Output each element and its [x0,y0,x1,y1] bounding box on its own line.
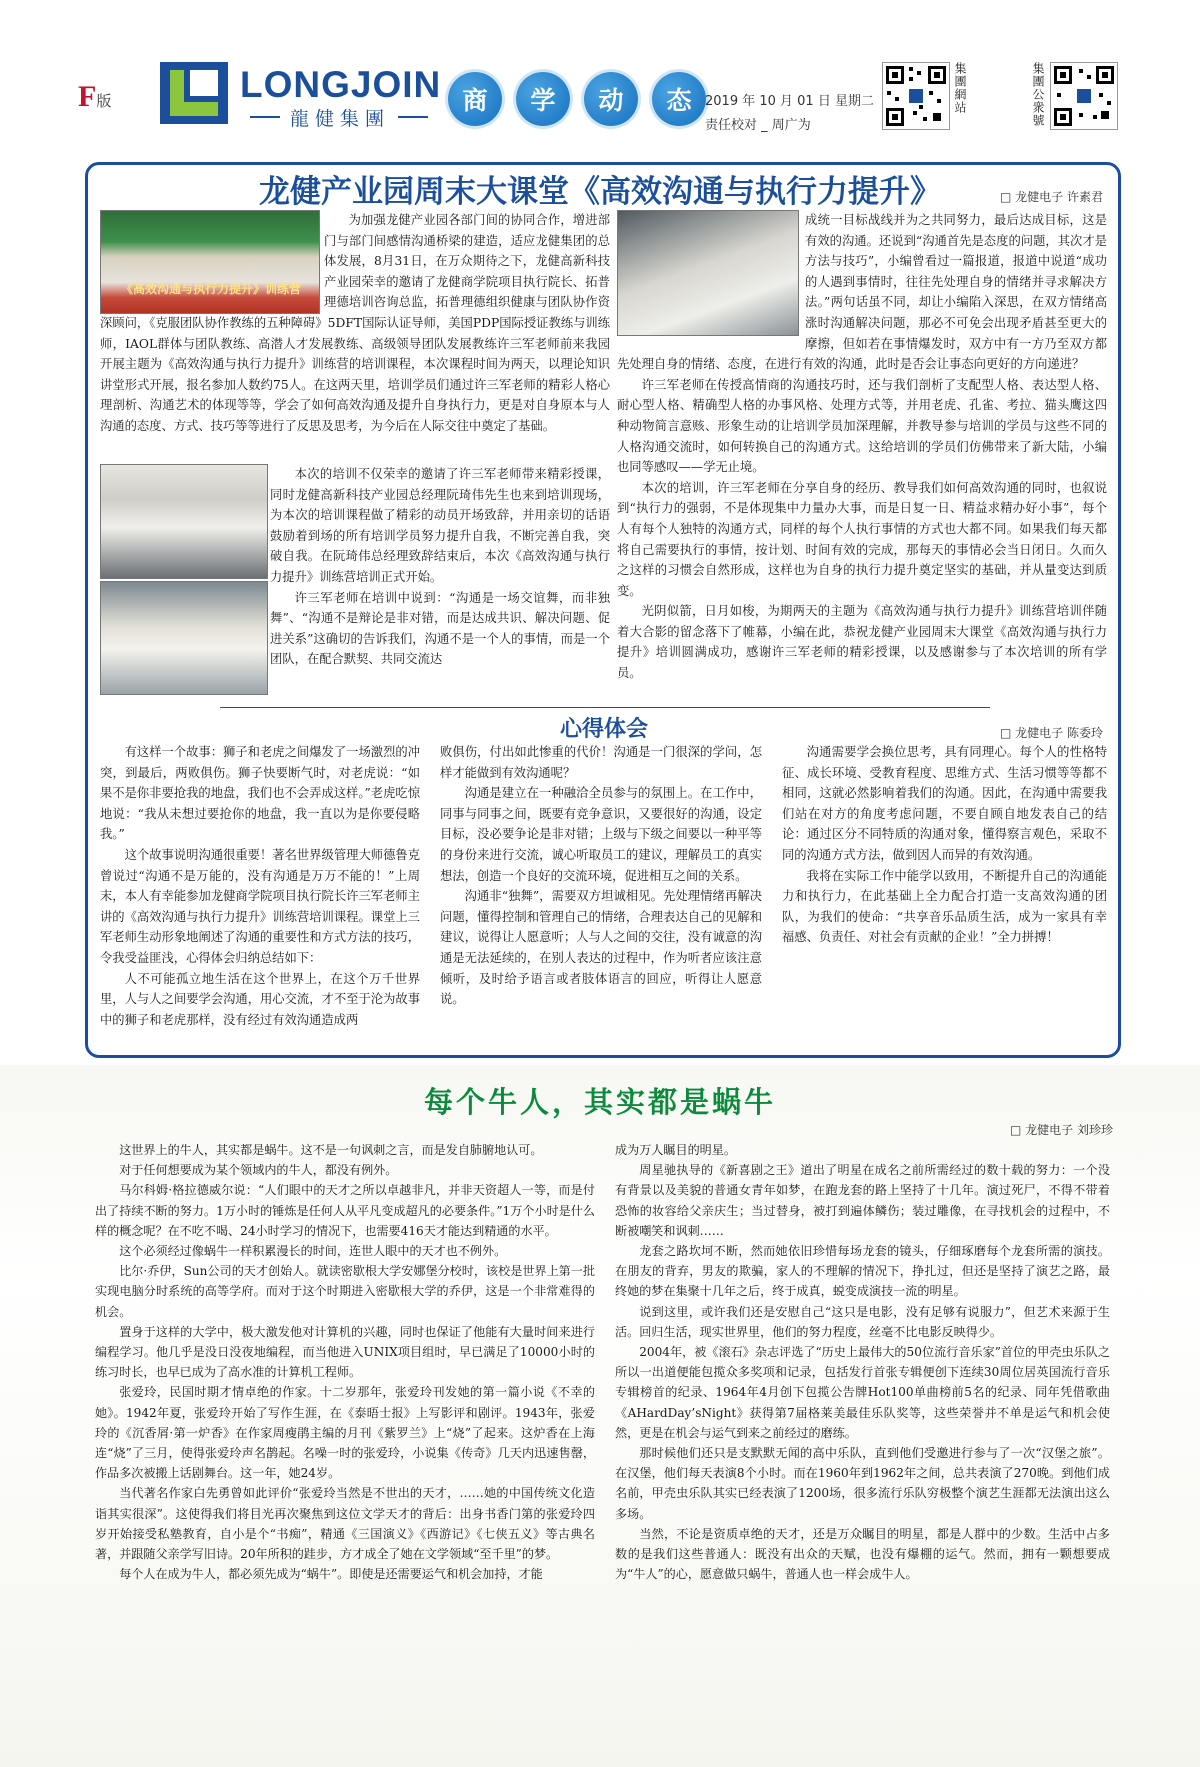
paragraph: 许三军老师在培训中说到：“沟通是一场交谊舞，而非独舞”、“沟通不是辩论是非对错，而是达成共识、解决问题、促进关系”这确切的告诉我们，沟通不是一个人的事情，而是一个团队，在配合默契、共同交流达 [270,590,610,667]
article1-byline: □ 龙健电子 许素君 [1000,190,1103,204]
paragraph: 当然，不论是资质卓绝的天才，还是万众瞩目的明星，都是人群中的少数。生活中占多数的是我们这些普通人：既没有出众的天赋，也没有爆棚的运气。然而，拥有一颗想要成为“牛人”的心，愿意做只蜗牛，普通人也一样会成牛人。 [615,1526,1110,1582]
brand-name-en: LONGJOIN [240,64,442,105]
article2-col1 [100,742,420,1042]
qr-label-wechat: 集團公衆號 [1031,62,1045,127]
paragraph: 我将在实际工作中能学以致用，不断提升自己的沟通能力和执行力，在此基础上全力配合打造一支高效沟通的团队，为我们的使命：“共享音乐品质生活，成为一家具有幸福感、负责任、对社会有贡献的企业！”全力拼搏！ [782,868,1107,945]
section-title [448,72,706,126]
paragraph: 成为万人瞩目的明星。 [615,1143,736,1157]
paragraph: 比尔·乔伊，Sun公司的天才创始人。就读密歇根大学安娜堡分校时，该校是世界上第一批实现电脑分时系统的高等学府。而对于这个时期进入密歇根大学的乔伊，这是一个非常难得的机会。 [95,1264,595,1319]
paragraph: 周星驰执导的《新喜剧之王》道出了明星在成名之前所需经过的数十载的努力：一个没有背景以及美貌的普通女青年如梦，在跑龙套的路上坚持了十几年。演过死尸，不得不带着恐怖的妆容给父亲庆生；当过替身，被打到遍体鳞伤；装过雕像，在寻找机会的过程中，不断被嘲笑和讽刺…… [615,1163,1110,1238]
page-letter: F版 [78,80,112,113]
paragraph: 那时候他们还只是支默默无闻的高中乐队，直到他们受邀进行参与了一次“汉堡之旅”。在汉堡，他们每天表演8个小时。而在1960年到1962年之间，总共表演了270晚。到他们成名前，甲壳虫乐队其实已经表演了1200场，很多流行乐队穷极整个演艺生涯都无法演出这么多场。 [615,1446,1110,1521]
article1-col-right [617,210,1107,698]
article3-title: 每个牛人，其实都是蜗牛 [423,1085,776,1119]
article3-col-right [615,1140,1110,1755]
paragraph: 沟通需要学会换位思考，具有同理心。每个人的性格特征、成长环境、受教育程度、思维方式、生活习惯等等都不相同，这就必然影响着我们的沟通。因此，在沟通中需要我们站在对方的角度考虑问题，不要自顾自地发表自己的结论：通过区分不同特质的沟通对象，懂得察言观色，采取不同的沟通方式方法，做到因人而异的有效沟通。 [782,745,1107,862]
brand-name-cn: 龍健集團 [290,108,391,130]
paragraph: 人不可能孤立地生活在这个世界上，在这个万千世界里，人与人之间要学会沟通，用心交流，才不至于沦为故事中的狮子和老虎那样，没有经过有效沟通造成两 [100,971,420,1027]
paragraph: 为加强龙健产业园各部门间的协同合作，增进部门与部门间感情沟通桥梁的建造，适应龙健集团的总体发展，8月31日，在万众期待之下，龙健高新科技产业园荣幸的邀请了龙健商学院项目执行院长、拓普理德培训咨询总监，拓普理德组织健康与团队协作资深顾问，《克服团队协作教练的五种障碍》5DFT国际认证导师，美国PDP国际授证教练与训练师，IAOL群体与团队教练、高潜人才发展教练、高级领导团队发展教练许三军老师前来我园开展主题为《高效沟通与执行力提升》训练营的培训课程，本次课程时间为两天，以理论知识讲堂形式开展，报名参加人数约75人。在这两天里，培训学员们通过许三军老师的精彩人格心理剖析、沟通艺术的体现等等，学会了如何高效沟通及提升自身执行力，更是对自身原本与人沟通的态度、方式、技巧等等进行了反思及思考，为今后在人际交往中奠定了基础。 [100,213,610,433]
article2-col2 [440,742,762,1042]
paragraph: 许三军老师在传授高情商的沟通技巧时，还与我们剖析了支配型人格、表达型人格、耐心型人格、精确型人格的办事风格、处理方式等，并用老虎、孔雀、考拉、猫头鹰这四种动物简言意赅、形象生动的让培训学员加深理解，并教导参与培训的学员与这些不同的人格沟通交流时，如何转换自己的沟通方式。这给培训的学员们仿佛带来了新大陆，小编也同等感叹——学无止境。 [617,377,1107,475]
editor-credit: 责任校对 _ 周广为 [705,118,811,133]
paragraph: 败俱伤，付出如此惨重的代价！沟通是一门很深的学问，怎样才能做到有效沟通呢？ [440,745,762,780]
paragraph: 本次的培训，许三军老师在分享自身的经历、教导我们如何高效沟通的同时，也叙说到“执行力的强弱，不是体现集中力量办大事，而是日复一日、精益求精办好小事”，每个人有每个人独特的沟通方式，同样的每个人执行事情的方式也大都不同。如果我们每天都将自己需要执行的事情，按计划、时间有效的完成，那每天的事情必会当日闭日。久而久之这样的习惯会自然形成，这样也为自身的执行力提升奠定坚实的基础，并从量变达到质变。 [617,480,1107,598]
float-spacer [100,210,324,310]
qr-label-website: 集團網站 [953,62,967,114]
paragraph: 当代著名作家白先勇曾如此评价“张爱玲当然是不世出的天才，……她的中国传统文化造诣其实很深”。这使得我们将目光再次聚焦到这位文学天才的背后：出身书香门第的张爱玲四岁开始接受私塾教育，自小是个“书痴”，精通《三国演义》《西游记》《七侠五义》等古典名著，并跟随父亲学写旧诗。20年所积的跬步，方才成全了她在文学领域“至千里”的梦。 [95,1486,595,1562]
paragraph: 这世界上的牛人，其实都是蜗牛。这不是一句讽刺之言，而是发自肺腑地认可。 [119,1143,543,1157]
section-char: 商 [448,72,502,126]
paragraph: 对于任何想要成为某个领域内的牛人，都没有例外。 [119,1163,398,1178]
section-char: 学 [516,72,570,126]
paragraph: 沟通非“独舞”，需要双方坦诚相见。先处理情绪再解决问题，懂得控制和管理自己的情绪，合理表达自己的见解和建议，说得让人愿意听；人与人之间的交往，没有诚意的沟通是无法延续的，在别人表达的过程中，作为听者应该注意倾听，及时给予语言或者肢体语言的回应，听得让人愿意说。 [440,889,762,1007]
section-divider [220,707,990,708]
issue-date: 2019 年 10 月 01 日 星期二 [705,94,874,109]
qr-code-icon[interactable] [882,62,950,130]
paragraph: 光阴似箭，日月如梭，为期两天的主题为《高效沟通与执行力提升》训练营培训伴随着大合影的留念落下了帷幕，小编在此，恭祝龙健产业园周末大课堂《高效沟通与执行力提升》培训圆满成功，感谢许三军老师的精彩授课，以及感谢参与了本次培训的所有学员。 [617,604,1107,681]
qr-code-icon[interactable] [1050,62,1118,130]
paragraph: 有这样一个故事：狮子和老虎之间爆发了一场激烈的冲突，到最后，两败俱伤。狮子快要断气时，对老虎说：“如果不是你非要抢我的地盘，我们也不会弄成这样。”老虎吃惊地说：“我从未想过要抢你的地盘，我一直以为是你要侵略我。” [100,745,420,842]
paragraph: 这个故事说明沟通很重要！著名世界级管理大师德鲁克曾说过“沟通不是万能的，没有沟通是万万不能的！”上周末，本人有幸能参加龙健商学院项目执行院长许三军老师主讲的《高效沟通与执行力提升》训练营培训课程。课堂上三军老师生动形象地阐述了沟通的重要性和方式方法的技巧，令我受益匪浅，心得体会归纳总结如下： [100,847,420,965]
article1-col-left-bottom [270,464,610,698]
paragraph: 沟通是建立在一种融洽全员参与的氛围上。在工作中，同事与同事之间，既要有竞争意识，又要很好的沟通，设定目标，没必要争论是非对错；上级与下级之间要以一种平等的身份来进行交流，诚心听取员工的建议，理解员工的真实想法，创造一个良好的交流环境，促进相互之间的关系。 [440,786,762,883]
speech-photo [100,464,268,579]
brand-rule-left [250,116,280,118]
interaction-photo [100,581,268,695]
paragraph: 2004年，被《滚石》杂志评选了“历史上最伟大的50位流行音乐家”首位的甲壳虫乐队之所以一出道便能包揽众多奖项和记录，包括发行首张专辑便创下连续30周位居英国流行音乐专辑榜首的纪录、1964年4月创下包揽公告牌Hot100单曲榜前5名的纪录、同年凭借歌曲《AHardDay’sNight》获得第7届格莱美最佳乐队奖等，这些荣誉并不单是运气和机会使然，更是在机会与运气到来之前经过的磨练。 [615,1345,1110,1440]
brand-rule-right [398,116,428,118]
paragraph: 每个人在成为牛人，都必须先成为“蜗牛”。即使是还需要运气和机会加持，才能 [119,1567,543,1582]
dateline [705,90,874,138]
photo-caption: 《高效沟通与执行力提升》训练营 [121,282,302,296]
article2-title: 心得体会 [560,716,649,742]
paragraph: 这个必须经过像蜗牛一样积累漫长的时间，连世人眼中的天才也不例外。 [119,1244,507,1259]
section-char: 态 [652,72,706,126]
paragraph: 本次的培训不仅荣幸的邀请了许三军老师带来精彩授课，同时龙健高新科技产业园总经理阮琦伟先生也来到培训现场，为本次的培训课程做了精彩的动员开场致辞，并用亲切的话语鼓励着到场的所有培训学员努力提升自我，不断完善自我，突破自我。在阮琦伟总经理致辞结束后，本次《高效沟通与执行力提升》训练营培训正式开始。 [270,467,610,584]
article1-col-left-top [100,210,610,468]
paragraph: 张爱玲，民国时期才情卓绝的作家。十二岁那年，张爱玲刊发她的第一篇小说《不幸的她》。1942年夏，张爱玲开始了写作生涯，在《泰晤士报》上写影评和剧评。1943年，张爱玲的《沉香屑·第一炉香》在作家周瘦鹃主编的月刊《紫罗兰》上“烧”了起来。这炉香在上海连“烧”了三月，使得张爱玲声名鹊起。名噪一时的张爱玲，小说集《传奇》几天内迅速售罄，作品多次被搬上话剧舞台。这一年，她24岁。 [95,1385,595,1481]
article2-col3 [782,742,1107,1042]
article3-byline: □ 龙健电子 刘珍珍 [1010,1123,1113,1137]
article1-title: 龙健产业园周末大课堂《高效沟通与执行力提升》 [259,174,941,210]
paragraph: 说到这里，或许我们还是安慰自己“这只是电影，没有足够有说服力”，但艺术来源于生活。回归生活，现实世界里，他们的努力程度，丝毫不比电影反映得少。 [615,1304,1110,1339]
article3-col-left [95,1140,595,1755]
paragraph: 马尔科姆·格拉德威尔说：“人们眼中的天才之所以卓越非凡，并非天资超人一等，而是付出了持续不断的努力。1万小时的锤炼是任何人从平凡变成超凡的必要条件。”1万个小时是什么样的概念呢？在不吃不喝、24小时学习的情况下，也需要416天才能达到精通的水平。 [95,1183,595,1238]
float-spacer [617,210,805,334]
paragraph: 成统一目标战线并为之共同努力，最后达成目标，这是有效的沟通。还说到“沟通首先是态度的问题，其次才是方法与技巧”，小编曾看过一篇报道，报道中说道“成功的人遇到事情时，往往先处理自身的情绪并寻求解决方法。”两句话虽不同，却让小编陷入深思，在双方情绪高涨时沟通解决问题，那必不可免会出现矛盾甚至更大的摩擦，但如若在事情爆发时，双方中有一方乃至双方都先处理自身的情绪、态度，在进行有效的沟通，此时是否会让事态向更好的方向递进？ [617,213,1107,372]
longjoin-logo-icon [160,62,228,124]
paragraph: 龙套之路坎坷不断，然而她依旧珍惜每场龙套的镜头，仔细琢磨每个龙套所需的演技。在朋友的背弃，男友的欺骗，家人的不理解的情况下，挣扎过，但还是坚持了演艺之路，最终她的梦在集聚十几年之后，终于成真，蜕变成演技一流的明星。 [615,1244,1110,1299]
section-char: 动 [584,72,638,126]
page-suffix: 版 [96,94,112,110]
article2-byline: □ 龙健电子 陈委玲 [1000,726,1103,740]
paragraph: 置身于这样的大学中，极大激发他对计算机的兴趣，同时也保证了他能有大量时间来进行编程学习。他几乎是没日没夜地编程，而当他进入UNIX项目组时，早已满足了10000小时的练习时长，也早已成为了高水准的计算机工程师。 [95,1324,595,1380]
